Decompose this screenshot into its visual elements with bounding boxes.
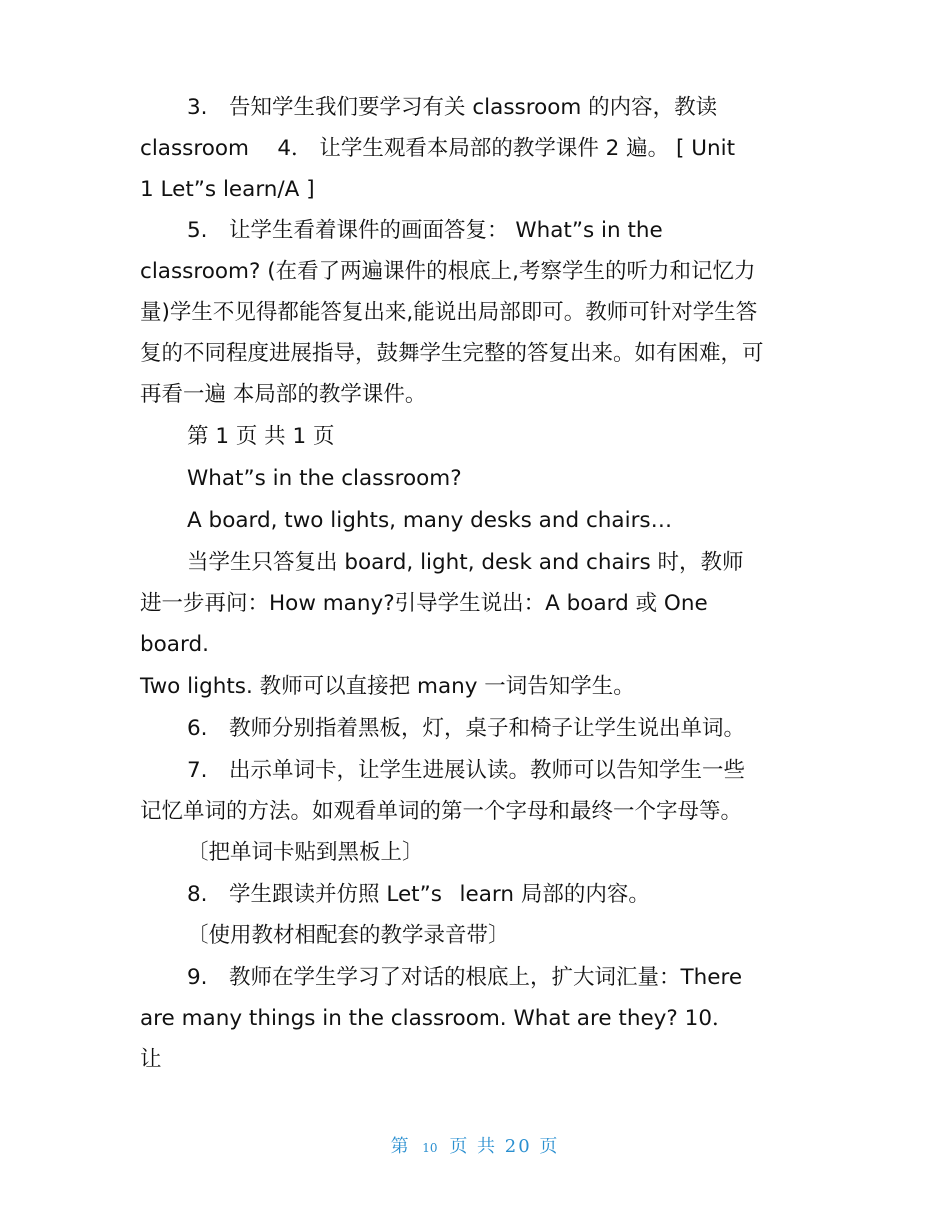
text-line: A board, two lights, many desks and chairs… [187,508,673,533]
text-line: 9. 教师在学生学习了对话的根底上，扩大词汇量：There [187,965,743,990]
text-line: 进一步再问：How many?引导学生说出：A board 或 One [140,591,708,616]
text-line: classroom? (在看了两遍课件的根底上,考察学生的听力和记忆力 [140,259,756,284]
document-body [140,87,820,1080]
text-line: 记忆单词的方法。如观看单词的第一个字母和最终一个字母等。 [140,799,743,824]
footer-page-number: 10 [422,1141,438,1155]
footer-suffix: 页 [539,1136,560,1157]
text-line: 第 1 页 共 1 页 [187,424,335,449]
text-line: 5. 让学生看着课件的画面答复： What”s in the [187,218,663,243]
text-line: 复的不同程度进展指导，鼓舞学生完整的答复出来。如有困难，可 [140,341,764,366]
text-line: 1 Let”s learn/A ] [140,177,315,202]
footer-total-pages: 20 [504,1136,532,1157]
text-line: 3. 告知学生我们要学习有关 classroom 的内容，教读 [187,95,718,120]
text-line: are many things in the classroom. What are they? 10． [140,1006,734,1031]
text-line: 7. 出示单词卡，让学生进展认读。教师可以告知学生一些 [187,758,746,783]
text-line: 量)学生不见得都能答复出来,能说出局部即可。教师可针对学生答 [140,300,758,325]
text-line: 6. 教师分别指着黑板，灯，桌子和椅子让学生说出单词。 [187,716,746,741]
text-line: 当学生只答复出 board, light, desk and chairs 时，教师 [187,550,744,575]
text-line: board. [140,632,209,657]
text-line: What”s in the classroom? [187,466,462,491]
text-line: 〔使用教材相配套的教学录音带〕 [187,923,510,948]
page-footer [0,1132,950,1158]
text-line: 〔把单词卡贴到黑板上〕 [187,840,424,865]
text-line: 让 [140,1047,162,1072]
text-line: 再看一遍 本局部的教学课件。 [140,382,427,407]
text-line: 8. 学生跟读并仿照 Let”s learn 局部的内容。 [187,882,650,907]
text-line: Two lights. 教师可以直接把 many 一词告知学生。 [140,674,635,699]
footer-middle: 页 共 [449,1136,498,1157]
text-line: classroom 4． 让学生观看本局部的教学课件 2 遍。 [ Unit [140,136,736,161]
footer-prefix: 第 [390,1136,411,1157]
